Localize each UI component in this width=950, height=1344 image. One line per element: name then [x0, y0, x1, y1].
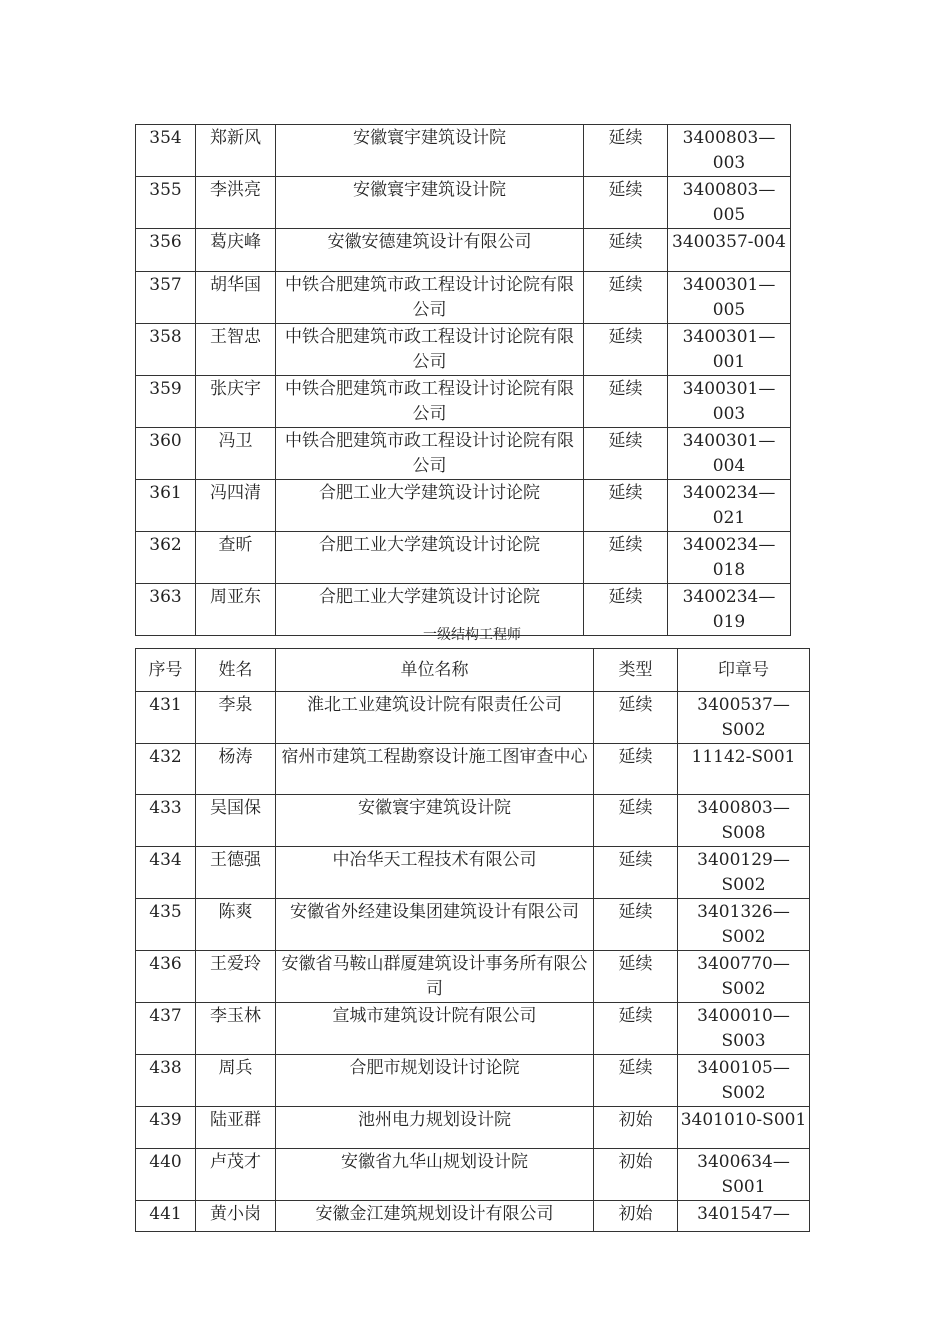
header-type: 类型 — [594, 649, 678, 692]
table2-body — [136, 692, 810, 1232]
registration-type: 延续 — [594, 744, 678, 795]
table-row — [136, 532, 791, 584]
unit-name: 安徽金江建筑规划设计有限公司 — [276, 1201, 594, 1232]
seal-number: 3400234—018 — [668, 532, 791, 584]
row-number: 440 — [136, 1149, 196, 1201]
unit-name: 安徽寰宇建筑设计院 — [276, 177, 584, 229]
unit-name: 合肥市规划设计讨论院 — [276, 1055, 594, 1107]
section-caption: 一级结构工程师 — [423, 627, 521, 643]
seal-number: 3401010-S001 — [678, 1107, 810, 1149]
row-number: 441 — [136, 1201, 196, 1232]
table-row — [136, 1149, 810, 1201]
row-number: 355 — [136, 177, 196, 229]
table-row — [136, 1201, 810, 1232]
table-row — [136, 899, 810, 951]
registration-type: 延续 — [584, 532, 668, 584]
unit-name: 池州电力规划设计院 — [276, 1107, 594, 1149]
table1-body — [136, 125, 791, 636]
registration-type: 延续 — [584, 584, 668, 636]
registration-table-2 — [135, 648, 810, 1232]
row-number: 354 — [136, 125, 196, 177]
registration-type: 延续 — [584, 125, 668, 177]
header-unit: 单位名称 — [276, 649, 594, 692]
seal-number: 11142-S001 — [678, 744, 810, 795]
seal-number: 3400010—S003 — [678, 1003, 810, 1055]
row-number: 359 — [136, 376, 196, 428]
registration-type: 延续 — [584, 480, 668, 532]
table-row — [136, 1003, 810, 1055]
registration-type: 延续 — [594, 951, 678, 1003]
row-number: 361 — [136, 480, 196, 532]
unit-name: 合肥工业大学建筑设计讨论院 — [276, 584, 584, 636]
seal-number: 3400129—S002 — [678, 847, 810, 899]
seal-number: 3401326—S002 — [678, 899, 810, 951]
person-name: 郑新风 — [196, 125, 276, 177]
row-number: 434 — [136, 847, 196, 899]
person-name: 冯四清 — [196, 480, 276, 532]
unit-name: 中铁合肥建筑市政工程设计讨论院有限公司 — [276, 428, 584, 480]
registration-type: 延续 — [594, 795, 678, 847]
table-row — [136, 177, 791, 229]
person-name: 李玉林 — [196, 1003, 276, 1055]
row-number: 435 — [136, 899, 196, 951]
table-row — [136, 428, 791, 480]
registration-type: 延续 — [584, 324, 668, 376]
person-name: 王爱玲 — [196, 951, 276, 1003]
unit-name: 中铁合肥建筑市政工程设计讨论院有限公司 — [276, 376, 584, 428]
registration-type: 延续 — [594, 1003, 678, 1055]
person-name: 李洪亮 — [196, 177, 276, 229]
table-row — [136, 229, 791, 272]
person-name: 李泉 — [196, 692, 276, 744]
row-number: 436 — [136, 951, 196, 1003]
row-number: 362 — [136, 532, 196, 584]
registration-type: 延续 — [594, 847, 678, 899]
unit-name: 安徽安德建筑设计有限公司 — [276, 229, 584, 272]
person-name: 吴国保 — [196, 795, 276, 847]
person-name: 胡华国 — [196, 272, 276, 324]
table-row — [136, 1055, 810, 1107]
seal-number: 3400301—001 — [668, 324, 791, 376]
person-name: 葛庆峰 — [196, 229, 276, 272]
table-row — [136, 951, 810, 1003]
seal-number: 3400770—S002 — [678, 951, 810, 1003]
table-row — [136, 847, 810, 899]
seal-number: 3400803—S008 — [678, 795, 810, 847]
person-name: 黄小岗 — [196, 1201, 276, 1232]
table-row — [136, 1107, 810, 1149]
seal-number: 3400301—004 — [668, 428, 791, 480]
row-number: 356 — [136, 229, 196, 272]
registration-type: 延续 — [584, 229, 668, 272]
seal-number: 3400301—005 — [668, 272, 791, 324]
person-name: 王智忠 — [196, 324, 276, 376]
unit-name: 合肥工业大学建筑设计讨论院 — [276, 480, 584, 532]
unit-name: 安徽寰宇建筑设计院 — [276, 125, 584, 177]
unit-name: 合肥工业大学建筑设计讨论院 — [276, 532, 584, 584]
row-number: 432 — [136, 744, 196, 795]
person-name: 卢茂才 — [196, 1149, 276, 1201]
table-row — [136, 480, 791, 532]
table-row — [136, 795, 810, 847]
person-name: 王德强 — [196, 847, 276, 899]
table2-header — [136, 649, 810, 692]
unit-name: 宣城市建筑设计院有限公司 — [276, 1003, 594, 1055]
registration-type: 延续 — [594, 899, 678, 951]
row-number: 357 — [136, 272, 196, 324]
row-number: 437 — [136, 1003, 196, 1055]
row-number: 439 — [136, 1107, 196, 1149]
person-name: 查昕 — [196, 532, 276, 584]
seal-number: 3400634—S001 — [678, 1149, 810, 1201]
table-row — [136, 692, 810, 744]
unit-name: 中冶华天工程技术有限公司 — [276, 847, 594, 899]
person-name: 陆亚群 — [196, 1107, 276, 1149]
seal-number: 3400357-004 — [668, 229, 791, 272]
registration-type: 延续 — [584, 272, 668, 324]
registration-type: 延续 — [584, 177, 668, 229]
table-row — [136, 376, 791, 428]
registration-type: 初始 — [594, 1201, 678, 1232]
seal-number: 3400803—005 — [668, 177, 791, 229]
seal-number: 3400301—003 — [668, 376, 791, 428]
unit-name: 中铁合肥建筑市政工程设计讨论院有限公司 — [276, 272, 584, 324]
header-name: 姓名 — [196, 649, 276, 692]
registration-type: 延续 — [594, 692, 678, 744]
header-row — [136, 649, 810, 692]
unit-name: 淮北工业建筑设计院有限责任公司 — [276, 692, 594, 744]
table-row — [136, 744, 810, 795]
header-no: 序号 — [136, 649, 196, 692]
unit-name: 安徽省马鞍山群厦建筑设计事务所有限公司 — [276, 951, 594, 1003]
row-number: 360 — [136, 428, 196, 480]
row-number: 438 — [136, 1055, 196, 1107]
person-name: 杨涛 — [196, 744, 276, 795]
seal-number: 3400803—003 — [668, 125, 791, 177]
seal-number: 3400537—S002 — [678, 692, 810, 744]
header-seal: 印章号 — [678, 649, 810, 692]
row-number: 363 — [136, 584, 196, 636]
row-number: 433 — [136, 795, 196, 847]
seal-number: 3401547— — [678, 1201, 810, 1232]
registration-table-1 — [135, 124, 791, 636]
person-name: 周亚东 — [196, 584, 276, 636]
person-name: 陈爽 — [196, 899, 276, 951]
registration-type: 延续 — [594, 1055, 678, 1107]
table-row — [136, 125, 791, 177]
table-row — [136, 272, 791, 324]
person-name: 冯卫 — [196, 428, 276, 480]
registration-type: 初始 — [594, 1149, 678, 1201]
registration-type: 初始 — [594, 1107, 678, 1149]
row-number: 431 — [136, 692, 196, 744]
registration-type: 延续 — [584, 376, 668, 428]
unit-name: 中铁合肥建筑市政工程设计讨论院有限公司 — [276, 324, 584, 376]
table-row — [136, 324, 791, 376]
unit-name: 安徽寰宇建筑设计院 — [276, 795, 594, 847]
seal-number: 3400234—019 — [668, 584, 791, 636]
unit-name: 安徽省九华山规划设计院 — [276, 1149, 594, 1201]
seal-number: 3400234—021 — [668, 480, 791, 532]
unit-name: 宿州市建筑工程勘察设计施工图审查中心 — [276, 744, 594, 795]
row-number: 358 — [136, 324, 196, 376]
person-name: 张庆宇 — [196, 376, 276, 428]
seal-number: 3400105—S002 — [678, 1055, 810, 1107]
person-name: 周兵 — [196, 1055, 276, 1107]
registration-type: 延续 — [584, 428, 668, 480]
unit-name: 安徽省外经建设集团建筑设计有限公司 — [276, 899, 594, 951]
